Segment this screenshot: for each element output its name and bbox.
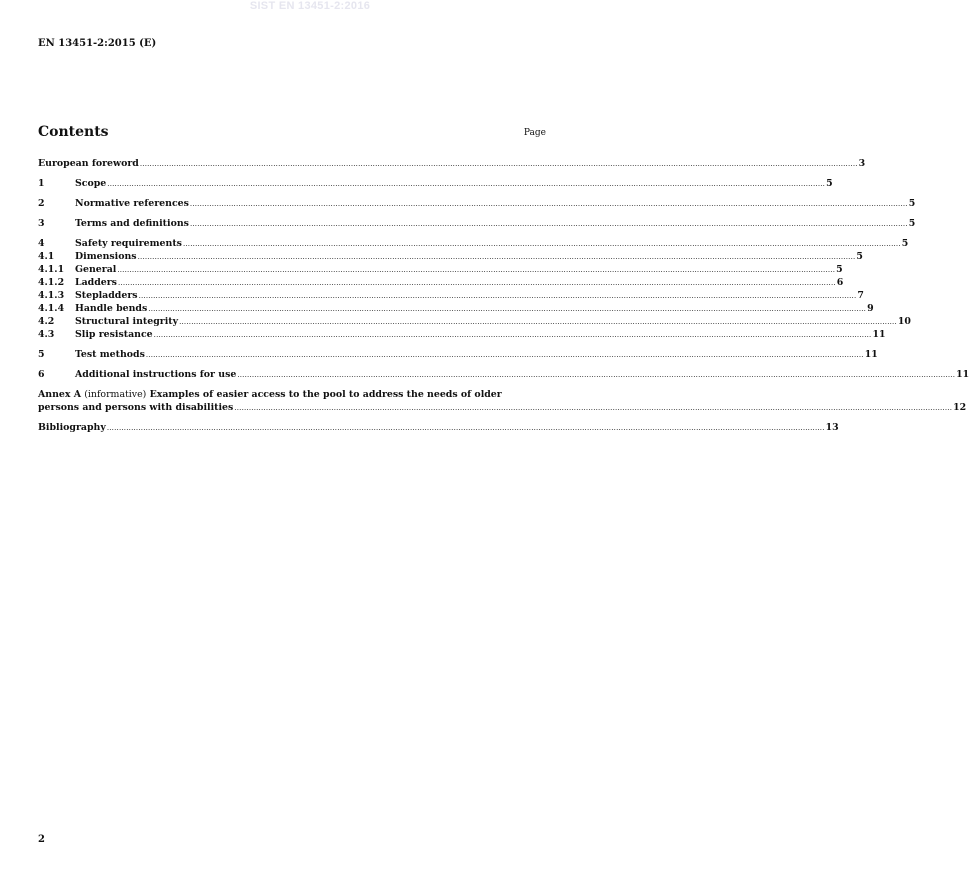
toc-entry-title: Normative references (75, 198, 189, 209)
toc-entry-4-2[interactable] (38, 315, 911, 328)
toc-entry-title: Test methods (75, 349, 145, 360)
toc-entry-title: Slip resistance (75, 329, 153, 340)
toc-entry-annex-a[interactable] (38, 388, 967, 414)
toc-entry-number: 4.1.1 (38, 264, 65, 275)
toc-entry-number: 4 (38, 238, 45, 249)
toc-entry-1[interactable] (38, 177, 833, 190)
toc-entry-5[interactable] (38, 348, 878, 361)
toc-entry-number: 6 (38, 369, 45, 380)
toc-entry-title: Safety requirements (75, 238, 182, 249)
toc-entry-title: Additional instructions for use (75, 369, 237, 380)
toc-entry-page: 11 (864, 349, 878, 360)
toc-entry-4-1[interactable] (38, 250, 863, 263)
page-column-label: Page (523, 128, 546, 138)
dot-leader: ........................................................................................................................................................................................................................................................................................................ (106, 424, 825, 432)
annex-title-text-2: persons and persons with disabilities (38, 402, 234, 413)
toc-entry-number: 1 (38, 178, 45, 189)
annex-title-text-1: Examples of easier access to the pool to address the needs of older (149, 389, 502, 400)
toc-entry-number: 5 (38, 349, 45, 360)
toc-entry-number: 4.1.2 (38, 277, 65, 288)
watermark: SIST EN 13451-2:2016 (249, 0, 371, 12)
toc-entry-number: 4.1 (38, 251, 55, 262)
toc-entry-3[interactable] (38, 217, 916, 230)
toc-entry-title: General (75, 264, 117, 275)
dot-leader: ........................................................................................................................................................................................................................................................................................................ (153, 331, 872, 339)
toc-entry-page: 5 (826, 178, 833, 189)
dot-leader: ........................................................................................................................................................................................................................................................................................................ (145, 351, 864, 359)
page-number: 2 (38, 834, 45, 845)
toc-entry-title: Bibliography (38, 422, 106, 433)
toc-entry-title: Terms and definitions (75, 218, 189, 229)
toc-entry-page: 5 (856, 251, 863, 262)
toc-entry-page: 6 (836, 277, 844, 288)
toc-entry-number: 4.1.3 (38, 290, 65, 301)
dot-leader: ........................................................................................................................................................................................................................................................................................................ (137, 253, 856, 261)
table-of-contents (38, 157, 969, 434)
toc-entry-4-3[interactable] (38, 328, 886, 341)
toc-entry-title: Dimensions (75, 251, 137, 262)
toc-entry-6[interactable] (38, 368, 969, 381)
dot-leader: ........................................................................................................................................................................................................................................................................................................ (107, 180, 826, 188)
toc-entry-page: 12 (953, 402, 967, 413)
toc-entry-page: 5 (908, 218, 916, 229)
annex-title-line-2 (38, 401, 967, 414)
toc-entry-page: 9 (867, 303, 874, 314)
toc-entry-page: 11 (956, 369, 969, 380)
toc-entry-title: Stepladders (75, 290, 138, 301)
toc-entry-number: 4.3 (38, 329, 55, 340)
annex-kind: (informative) (84, 389, 147, 400)
annex-prefix: Annex A (38, 389, 81, 400)
toc-entry-4[interactable] (38, 237, 909, 250)
dot-leader: ........................................................................................................................................................................................................................................................................................................ (182, 240, 901, 248)
document-id: EN 13451-2:2015 (E) (38, 38, 157, 49)
toc-entry-4-1-1[interactable] (38, 263, 843, 276)
toc-entry-title: Handle bends (75, 303, 148, 314)
dot-leader: ........................................................................................................................................................................................................................................................................................................ (179, 318, 897, 326)
toc-entry-4-1-3[interactable] (38, 289, 864, 302)
toc-entry-number: 4.2 (38, 316, 55, 327)
toc-entry-4-1-2[interactable] (38, 276, 844, 289)
toc-entry-page: 13 (825, 422, 839, 433)
toc-entry-4-1-4[interactable] (38, 302, 874, 315)
toc-entry-page: 5 (836, 264, 843, 275)
toc-entry-page: 10 (897, 316, 911, 327)
dot-leader: ........................................................................................................................................................................................................................................................................................................ (117, 279, 836, 287)
toc-entry-title: European foreword (38, 158, 139, 169)
toc-entry-page: 5 (908, 198, 916, 209)
dot-leader: ........................................................................................................................................................................................................................................................................................................ (138, 292, 857, 300)
contents-heading: Contents (38, 124, 109, 140)
dot-leader: ........................................................................................................................................................................................................................................................................................................ (189, 220, 908, 228)
dot-leader: ........................................................................................................................................................................................................................................................................................................ (237, 371, 956, 379)
toc-entry-page: 5 (901, 238, 909, 249)
dot-leader: ........................................................................................................................................................................................................................................................................................................ (148, 305, 867, 313)
toc-entry-page: 11 (872, 329, 886, 340)
toc-entry-title: Structural integrity (75, 316, 179, 327)
dot-leader: ........................................................................................................................................................................................................................................................................................................ (234, 404, 953, 412)
toc-entry-number: 3 (38, 218, 45, 229)
toc-entry-title: Ladders (75, 277, 117, 288)
toc-entry-number: 2 (38, 198, 45, 209)
annex-title-line-1 (38, 388, 546, 401)
dot-leader: ........................................................................................................................................................................................................................................................................................................ (117, 266, 836, 274)
dot-leader: ........................................................................................................................................................................................................................................................................................................ (139, 160, 858, 168)
toc-entry-page: 7 (857, 290, 864, 301)
toc-entry-bibliography[interactable] (38, 421, 839, 434)
toc-entry-number: 4.1.4 (38, 303, 65, 314)
toc-entry-title: Scope (75, 178, 107, 189)
toc-entry-page: 3 (858, 158, 866, 169)
toc-entry-foreword[interactable] (38, 157, 866, 170)
toc-entry-2[interactable] (38, 197, 916, 210)
dot-leader: ........................................................................................................................................................................................................................................................................................................ (189, 200, 908, 208)
